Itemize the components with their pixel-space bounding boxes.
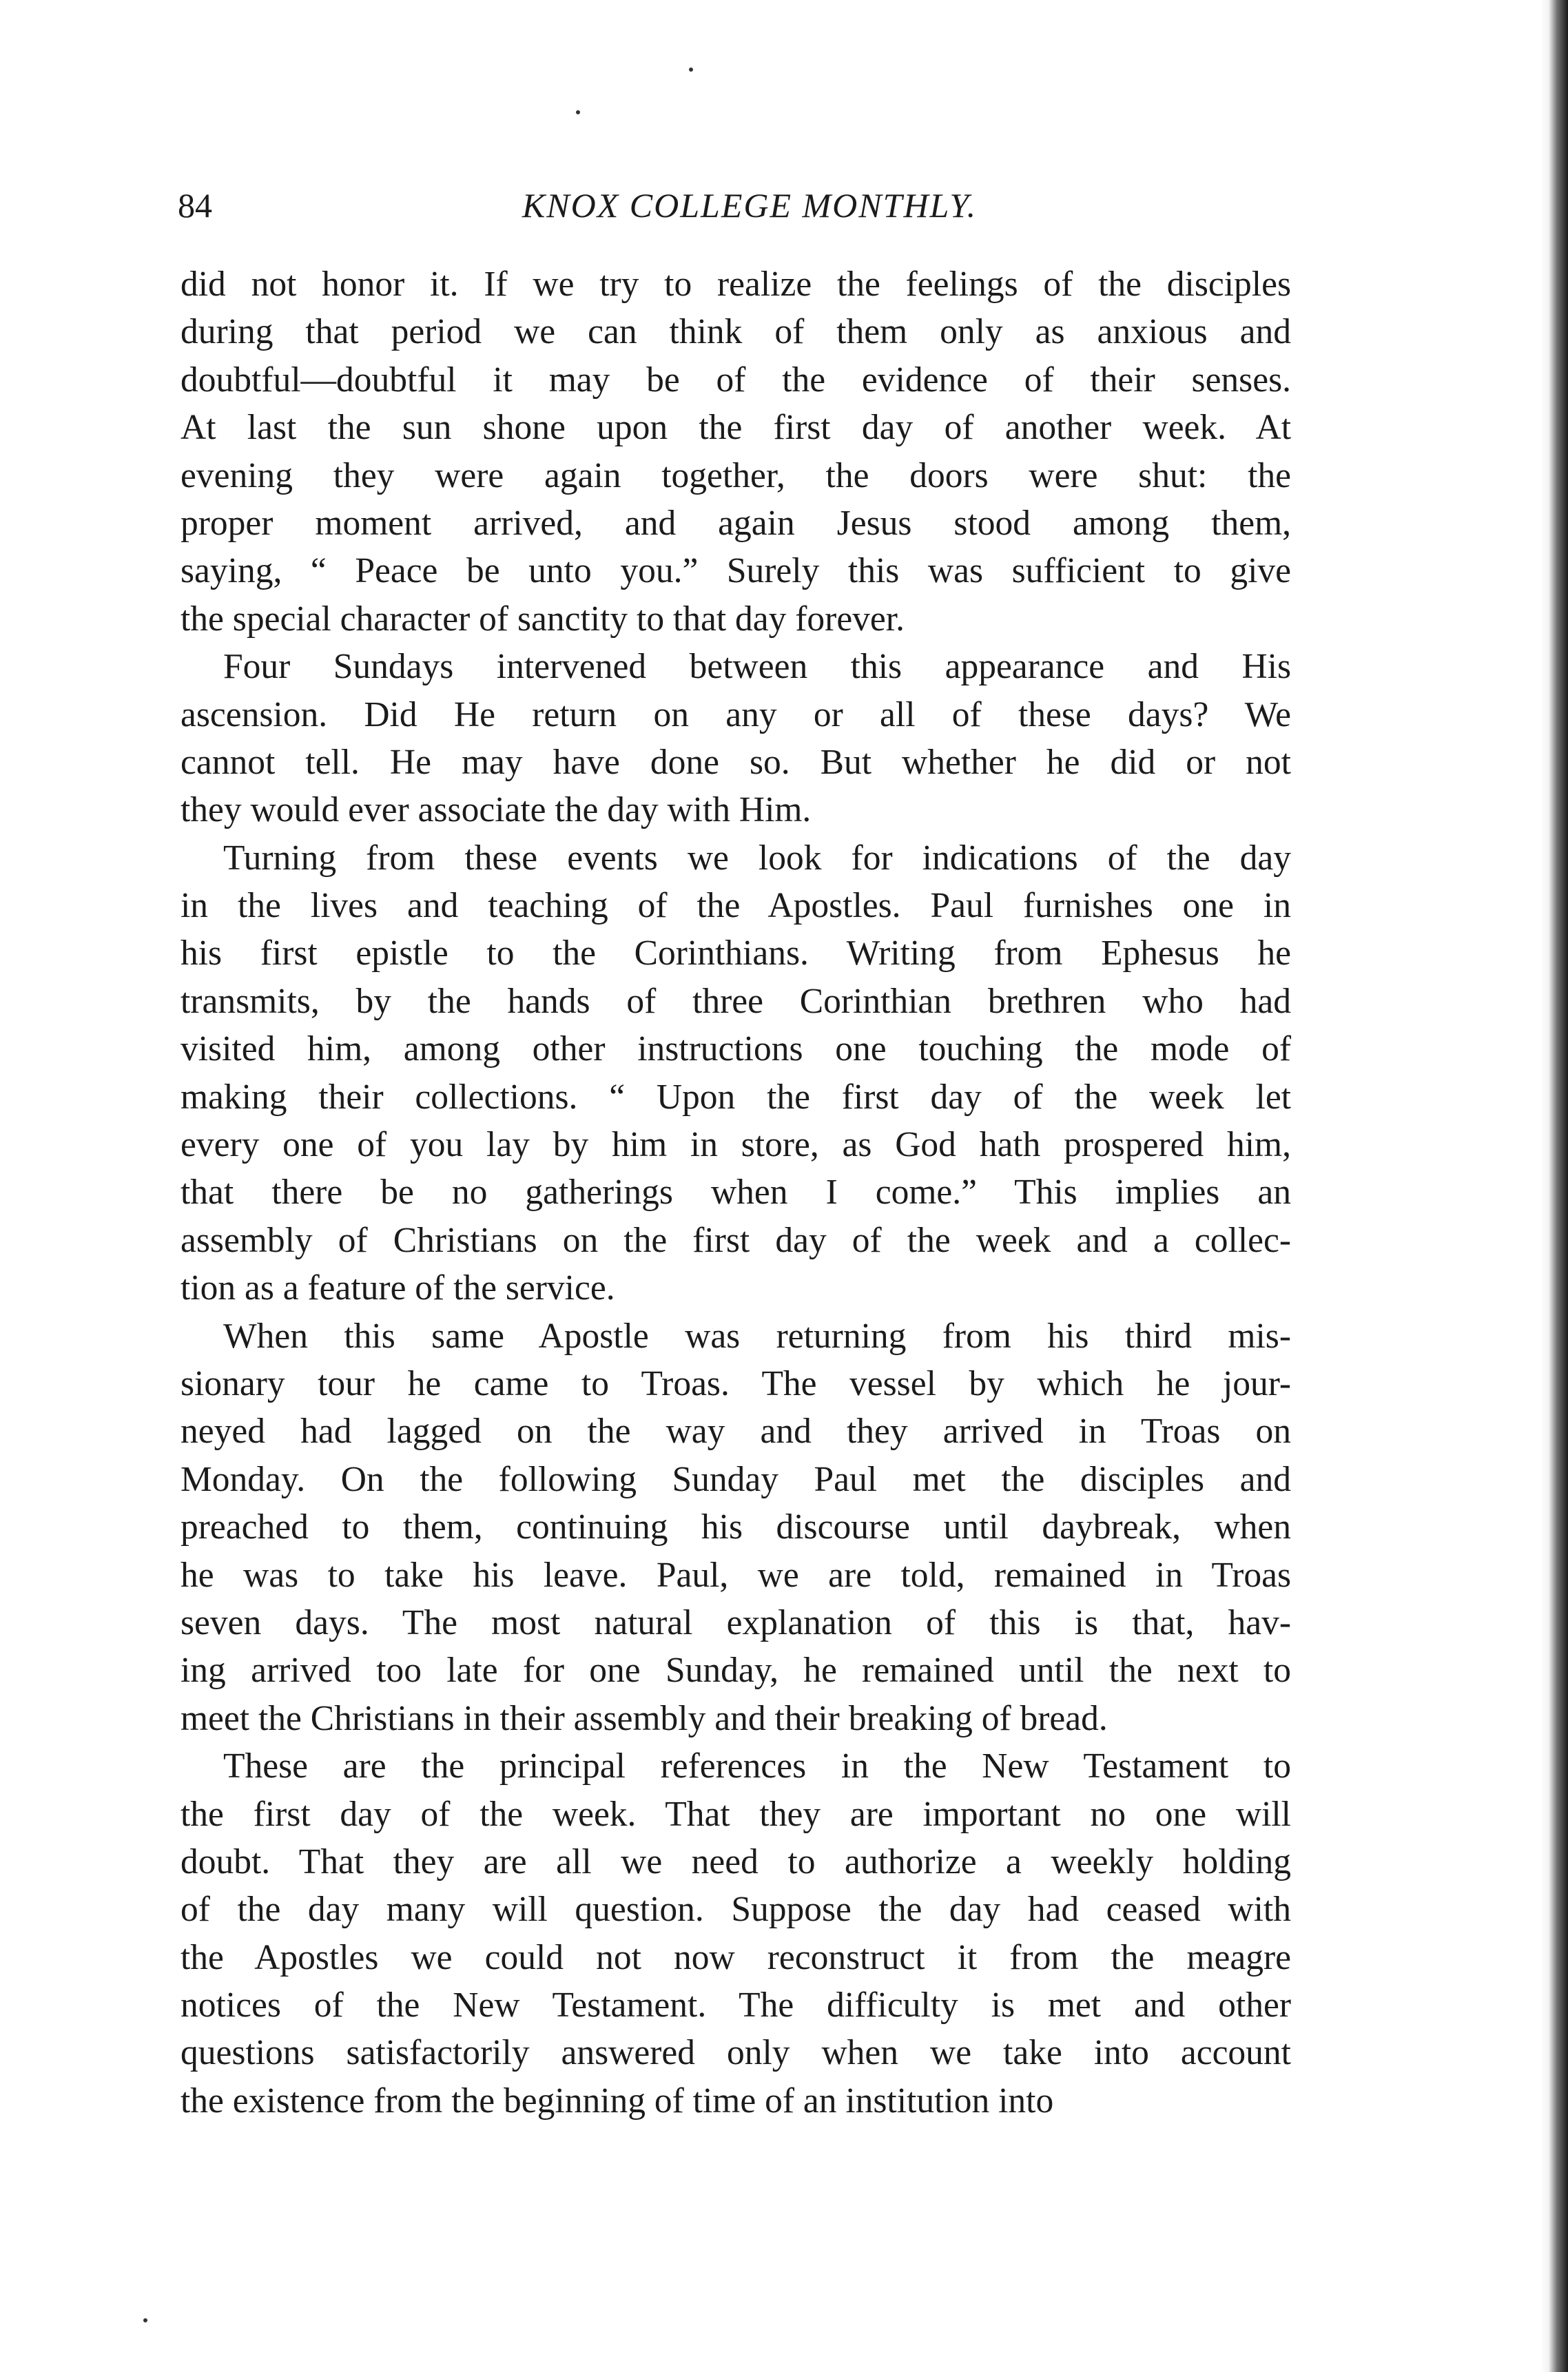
paragraph (180, 834, 1291, 1312)
paragraph (180, 643, 1291, 834)
paragraph (180, 1742, 1291, 2125)
text-line: questions satisfactorily answered only when we take into account (180, 2033, 1291, 2073)
text-line: doubtful—doubtful it may be of the evidence of their senses. (180, 360, 1291, 400)
text-line: his first epistle to the Corinthians. Writing from Ephesus he (180, 934, 1291, 973)
text-line: assembly of Christians on the first day of the week and a collec- (180, 1220, 1291, 1260)
page-number: 84 (178, 186, 212, 225)
text-line: the special character of sanctity to that day forever. (180, 599, 905, 639)
text-line: These are the principal references in the New Testament to (223, 1746, 1291, 1786)
text-line: meet the Christians in their assembly and their breaking of bread. (180, 1698, 1108, 1738)
page-edge-shadow (1540, 0, 1568, 2372)
text-line: seven days. The most natural explanation of this is that, hav- (180, 1602, 1291, 1642)
text-line: neyed had lagged on the way and they arrived in Troas on (180, 1412, 1291, 1452)
text-line: sionary tour he came to Troas. The vessel by which he jour- (180, 1363, 1291, 1403)
text-line: in the lives and teaching of the Apostles. Paul furnishes one in (180, 886, 1291, 926)
text-line: every one of you lay by him in store, as God hath prospered him, (180, 1125, 1291, 1165)
text-line: of the day many will question. Suppose the day had ceased with (180, 1890, 1291, 1930)
scan-speck (689, 68, 693, 72)
text-line: ascension. Did He return on any or all of these days? We (180, 694, 1291, 734)
text-line: Four Sundays intervened between this appearance and His (223, 647, 1291, 687)
paragraph (180, 260, 1291, 643)
text-line: that there be no gatherings when I come.” This implies an (180, 1173, 1291, 1213)
text-line: saying, “ Peace be unto you.” Surely this was sufficient to give (180, 551, 1291, 591)
page-header (178, 178, 1294, 233)
text-line: transmits, by the hands of three Corinthian brethren who had (180, 981, 1291, 1021)
text-line: they would ever associate the day with Him. (180, 790, 812, 830)
text-line: did not honor it. If we try to realize the feelings of the disciples (180, 265, 1291, 304)
scan-speck (143, 2318, 147, 2322)
text-line: preached to them, continuing his discourse until daybreak, when (180, 1507, 1291, 1547)
text-line: ing arrived too late for one Sunday, he remained until the next to (180, 1651, 1291, 1691)
text-line: during that period we can think of them only as anxious and (180, 312, 1291, 352)
text-line: the existence from the beginning of time of an institution into (180, 2081, 1054, 2121)
scan-speck (576, 110, 580, 114)
text-line: Monday. On the following Sunday Paul met the disciples and (180, 1459, 1291, 1499)
text-line: tion as a feature of the service. (180, 1268, 615, 1308)
text-line: evening they were again together, the doors were shut: the (180, 455, 1291, 495)
text-line: he was to take his leave. Paul, we are told, remained in Troas (180, 1555, 1291, 1595)
article-body (180, 260, 1291, 2125)
text-line: cannot tell. He may have done so. But whether he did or not (180, 742, 1291, 782)
text-line: visited him, among other instructions one touching the mode of (180, 1029, 1291, 1069)
running-title: KNOX COLLEGE MONTHLY. (522, 186, 978, 225)
text-line: When this same Apostle was returning from his third mis- (223, 1316, 1291, 1356)
text-line: the Apostles we could not now reconstruct it from the meagre (180, 1937, 1291, 1977)
text-line: At last the sun shone upon the first day of another week. At (180, 408, 1291, 448)
paragraph (180, 1312, 1291, 1743)
text-line: Turning from these events we look for indications of the day (223, 838, 1291, 878)
text-line: proper moment arrived, and again Jesus stood among them, (180, 503, 1291, 543)
text-line: notices of the New Testament. The difficulty is met and other (180, 1986, 1291, 2025)
text-line: the first day of the week. That they are important no one will (180, 1794, 1291, 1834)
text-line: making their collections. “ Upon the first day of the week let (180, 1077, 1291, 1117)
text-line: doubt. That they are all we need to authorize a weekly holding (180, 1842, 1291, 1881)
